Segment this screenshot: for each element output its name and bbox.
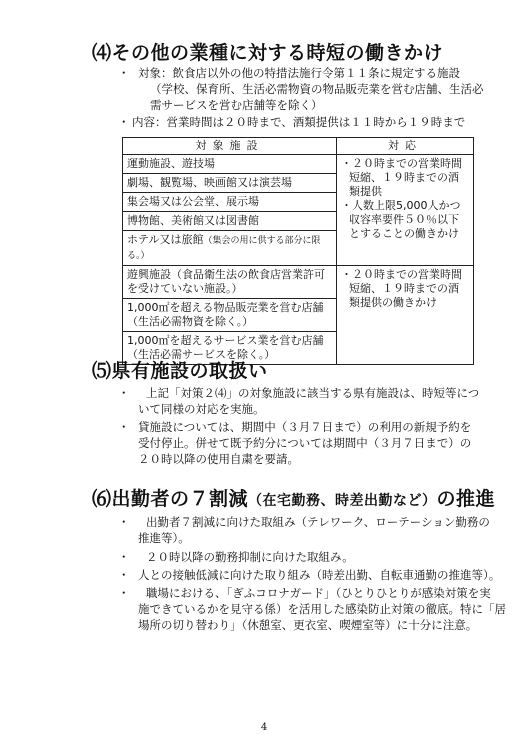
page-number: 4	[260, 722, 268, 733]
bullet: ・	[118, 515, 130, 529]
facility-cell: 運動施設、遊技場	[123, 155, 337, 174]
section6-title	[92, 484, 495, 511]
section4-title: ⑷その他の業種に対する時短の働きかけ	[92, 42, 444, 64]
section5-title: ⑸県有施設の取扱い	[92, 360, 268, 382]
target-line3: 需サービスを営む店舗等を除く）	[150, 98, 323, 112]
table-row	[123, 266, 474, 299]
group2-response-cell	[337, 266, 474, 365]
target-line1: 対象：飲食店以外の他の特措法施行令第１１条に規定する施設	[138, 66, 460, 80]
section6-title-sub: （在宅勤務、時差出勤など）	[248, 493, 437, 509]
section5-item2-line1: 貸施設については、期間中（３月７日まで）の利用の新規予約を	[138, 420, 472, 434]
table-header-row	[123, 138, 474, 155]
facility-cell: 博物館、美術館又は図書館	[123, 212, 337, 231]
section6-item1-line2: 推進等）。	[138, 531, 190, 545]
facility-cell: 劇場、観覧場、映画館又は演芸場	[123, 174, 337, 193]
section6-item4-line1: 職場における、「ぎふコロナガード」（ひとりひとりが感染対策を実	[146, 586, 491, 600]
response-item: ・２０時までの営業時間短縮、１９時までの酒類提供	[341, 157, 462, 198]
section6-item3: 人との接触低減に向けた取り組み（時差出勤、自転車通勤の推進等）。	[138, 568, 501, 582]
facility-cell: 遊興施設（食品衛生法の飲食店営業許可を受けていない施設。）	[123, 266, 337, 299]
facility-table	[122, 137, 474, 365]
section6-item4-line2: 施できているかを見守る係）を活用した感染防止対策の徹底。特に「居	[138, 602, 506, 616]
facility-cell: 1,000㎡を超えるサービス業を営む店舗（生活必需サービスを除く。）	[123, 332, 337, 365]
facility-cell: 集会場又は公会堂、展示場	[123, 193, 337, 212]
section6-item2: ２０時以降の勤務抑制に向けた取組み。	[146, 550, 354, 564]
hotel-label: ホテル又は旅館	[127, 233, 204, 246]
group1-response-cell	[337, 155, 474, 266]
section6-item1-line1: 出勤者７割減に向けた取組み（テレワーク、ローテーション勤務の	[146, 515, 490, 529]
facility-cell	[123, 231, 337, 266]
facility-cell: 1,000㎡を超える物品販売業を営む店舗（生活必需物資を除く。）	[123, 299, 337, 332]
header-facility: 対象施設	[123, 138, 337, 155]
section6-title-main: ⑹出勤者の７割減	[92, 488, 249, 510]
response-item: ・人数上限5,000人かつ収容率要件５０％以下とすることの働きかけ	[341, 199, 461, 240]
section5-item1-line1: 上記「対策２⑷」の対象施設に該当する県有施設は、時短等につ	[146, 386, 480, 400]
bullet: ・	[118, 550, 130, 564]
section6-title-end: の推進	[436, 488, 496, 510]
content-line: 内容：営業時間は２０時まで、酒類提供は１１時から１９時まで	[132, 115, 466, 129]
section5-item2-line3: ２０時以降の使用自粛を要請。	[138, 452, 299, 466]
bullet: ・	[118, 115, 130, 129]
section5-item2-line2: 受付停止。併せて既予約分については期間中（３月７日まで）の	[138, 436, 472, 450]
response-item: ・２０時までの営業時間短縮、１９時までの酒類提供の働きかけ	[341, 268, 462, 309]
section5-item1-line2: いて同様の対応を実施。	[138, 402, 265, 416]
bullet: ・	[118, 586, 130, 600]
hotel-note: （集会の用に供する部分に限る。）	[127, 236, 321, 261]
section6-item4-line3: 場所の切り替わり」（休憩室、更衣室、喫煙室等）に十分に注意。	[138, 618, 478, 632]
bullet: ・	[118, 568, 130, 582]
bullet: ・	[118, 420, 130, 434]
header-response: 対応	[337, 138, 474, 155]
target-line2: （学校、保育所、生活必需物資の物品販売業を営む店舗、生活必	[150, 82, 484, 96]
table-row	[123, 155, 474, 174]
bullet: ・	[118, 386, 130, 400]
bullet: ・	[118, 66, 130, 80]
